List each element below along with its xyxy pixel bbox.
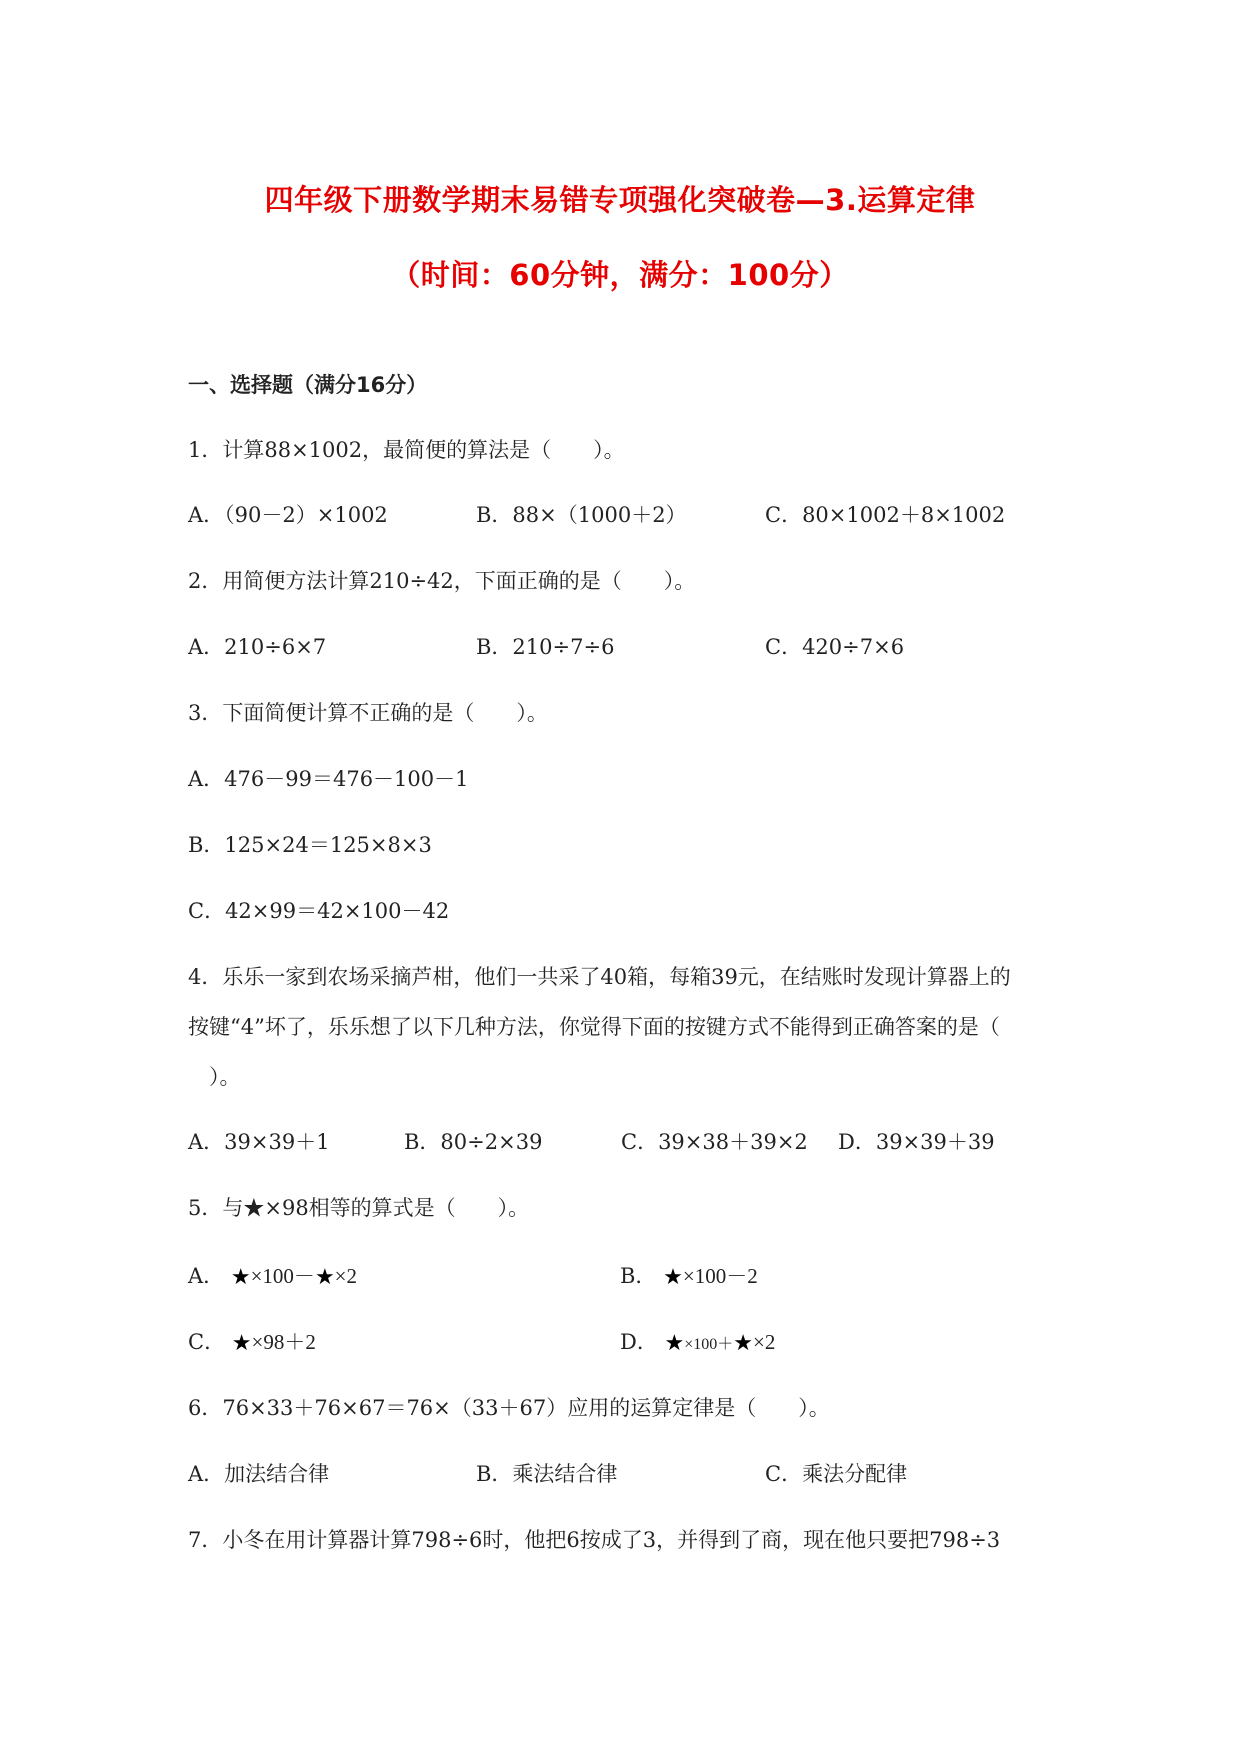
star-icon: ★	[664, 1331, 685, 1356]
question-7-stem: 7．小冬在用计算器计算798÷6时，他把6按成了3，并得到了商，现在他只要把798÷3	[188, 1528, 1001, 1552]
star-icon: ★	[663, 1265, 683, 1290]
star-icon: ★	[733, 1331, 754, 1356]
question-2-option-a: A．210÷6×7	[188, 635, 327, 659]
question-1-option-c: C．80×1002＋8×1002	[765, 503, 1006, 527]
page-subtitle: （时间：60分钟，满分：100分）	[391, 258, 849, 292]
question-6-option-b: B．乘法结合律	[476, 1462, 618, 1486]
option-label: A．	[188, 1264, 225, 1288]
question-4-option-c: C．39×38＋39×2	[621, 1130, 808, 1154]
question-3-option-c: C．42×99＝42×100－42	[188, 899, 450, 923]
question-2-option-c: C．420÷7×6	[765, 635, 905, 659]
question-3-stem: 3．下面简便计算不正确的是（ ）。	[188, 701, 548, 725]
option-label: B．	[620, 1264, 657, 1288]
question-5-option-a	[188, 1262, 357, 1291]
question-1-stem: 1．计算88×1002，最简便的算法是（ ）。	[188, 438, 625, 462]
page-title: 四年级下册数学期末易错专项强化突破卷—3.运算定律	[264, 183, 976, 217]
question-3-option-a: A．476－99＝476－100－1	[188, 767, 469, 791]
question-5-option-d	[620, 1328, 775, 1359]
question-2-stem: 2．用简便方法计算210÷42，下面正确的是（ ）。	[188, 569, 696, 593]
star-icon: ★	[231, 1331, 252, 1356]
question-4-option-d: D．39×39＋39	[838, 1130, 995, 1154]
option-b-expr: ×100－2	[682, 1264, 758, 1288]
question-5-option-c	[188, 1328, 316, 1357]
option-label: D．	[620, 1330, 658, 1354]
question-3-option-b: B．125×24＝125×8×3	[188, 833, 432, 857]
question-4-stem-line-2: 按键“4”坏了，乐乐想了以下几种方法，你觉得下面的按键方式不能得到正确答案的是（	[188, 1015, 1000, 1039]
question-5-option-b	[620, 1262, 758, 1291]
question-1-option-b: B．88×（1000＋2）	[476, 503, 687, 527]
section-heading: 一、选择题（满分16分）	[188, 373, 428, 397]
option-a-expr-part-1: ×100－	[250, 1264, 315, 1288]
question-6-option-a: A．加法结合律	[188, 1462, 330, 1486]
option-label: C．	[188, 1330, 226, 1354]
question-6-option-c: C．乘法分配律	[765, 1462, 908, 1486]
question-4-option-a: A．39×39＋1	[188, 1130, 330, 1154]
question-4-stem-line-3: ）。	[188, 1065, 241, 1089]
option-d-expr-part-2: ×2	[753, 1330, 776, 1354]
question-5-stem: 5．与★×98相等的算式是（ ）。	[188, 1196, 530, 1220]
question-1-option-a: A．（90－2）×1002	[188, 503, 388, 527]
question-4-option-b: B．80÷2×39	[404, 1130, 543, 1154]
star-icon: ★	[314, 1265, 335, 1290]
star-icon: ★	[230, 1265, 251, 1290]
question-6-stem: 6．76×33＋76×67＝76×（33＋67）应用的运算定律是（ ）。	[188, 1396, 830, 1420]
question-4-stem-line-1: 4．乐乐一家到农场采摘芦柑，他们一共采了40箱，每箱39元，在结账时发现计算器上的	[188, 965, 1011, 989]
option-c-expr: ×98＋2	[251, 1330, 316, 1354]
option-a-expr-part-2: ×2	[334, 1264, 358, 1288]
option-d-expr-part-1: ×100＋	[684, 1336, 734, 1353]
question-2-option-b: B．210÷7÷6	[476, 635, 615, 659]
